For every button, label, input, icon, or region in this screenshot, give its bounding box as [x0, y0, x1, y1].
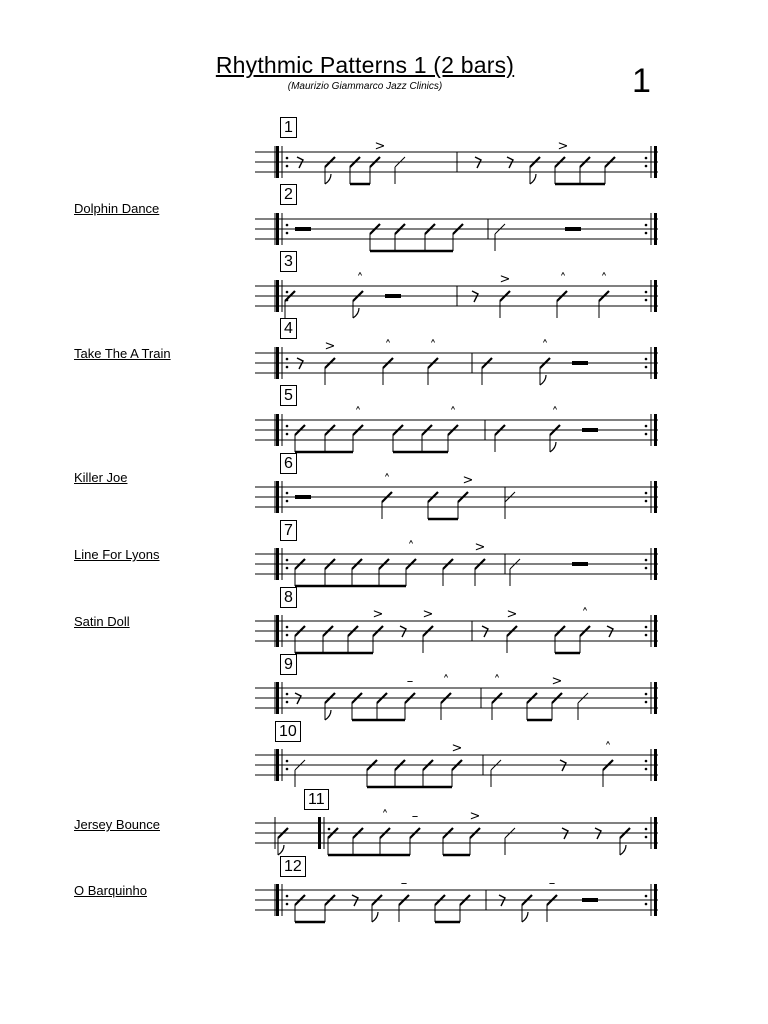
- accent-mark: >: [474, 540, 486, 555]
- song-label-jersey-bounce: Jersey Bounce: [74, 817, 160, 832]
- pattern-number-box: 1: [280, 117, 297, 138]
- repeat-dot: [645, 626, 648, 629]
- note-flag: [550, 442, 556, 452]
- accent-mark: ˄: [600, 272, 608, 287]
- repeat-end-thick-bar: [654, 682, 657, 714]
- half-rest: [385, 294, 401, 298]
- repeat-dot: [286, 559, 289, 562]
- repeat-dot: [645, 291, 648, 294]
- repeat-dot: [645, 165, 648, 168]
- accent-mark: >: [462, 473, 474, 488]
- repeat-dot: [645, 634, 648, 637]
- accent-mark: >: [499, 272, 511, 287]
- repeat-dot: [286, 634, 289, 637]
- repeat-dot: [286, 903, 289, 906]
- repeat-dot: [286, 291, 289, 294]
- accent-mark: ˄: [541, 339, 549, 354]
- accent-mark: –: [400, 876, 408, 891]
- song-label-o-barquinho: O Barquinho: [74, 883, 147, 898]
- repeat-dot: [645, 559, 648, 562]
- accent-mark: ˄: [429, 339, 437, 354]
- repeat-start-thick-bar: [276, 481, 279, 513]
- repeat-dot: [645, 760, 648, 763]
- note-flag: [353, 308, 359, 318]
- repeat-dot: [286, 567, 289, 570]
- note-flag: [540, 375, 546, 385]
- repeat-start-thick-bar: [276, 682, 279, 714]
- half-rest: [565, 227, 581, 231]
- repeat-end-thick-bar: [654, 146, 657, 178]
- song-label-take-the-a-train: Take The A Train: [74, 346, 171, 361]
- pattern-number-box: 3: [280, 251, 297, 272]
- repeat-dot: [645, 500, 648, 503]
- repeat-start-thick-bar: [276, 615, 279, 647]
- repeat-dot: [645, 768, 648, 771]
- repeat-end-thick-bar: [654, 280, 657, 312]
- note-flag: [522, 912, 528, 922]
- repeat-start-thick-bar: [276, 414, 279, 446]
- accent-mark: ˄: [384, 339, 392, 354]
- repeat-dot: [645, 358, 648, 361]
- repeat-dot: [645, 836, 648, 839]
- song-label-killer-joe: Killer Joe: [74, 470, 128, 485]
- page-number: 1: [632, 62, 651, 100]
- accent-mark: >: [451, 741, 463, 756]
- repeat-dot: [645, 232, 648, 235]
- repeat-start-thick-bar: [276, 548, 279, 580]
- note-flag: [278, 845, 284, 855]
- repeat-dot: [286, 760, 289, 763]
- repeat-end-thick-bar: [654, 548, 657, 580]
- pattern-number-box: 5: [280, 385, 297, 406]
- repeat-dot: [645, 492, 648, 495]
- pattern-number-box: 6: [280, 453, 297, 474]
- half-rest: [572, 562, 588, 566]
- page-subtitle: (Maurizio Giammarco Jazz Clinics): [287, 81, 443, 92]
- repeat-dot: [286, 358, 289, 361]
- half-rest: [572, 361, 588, 365]
- repeat-dot: [645, 299, 648, 302]
- pattern-number-box: 11: [304, 789, 329, 810]
- accent-mark: >: [551, 674, 563, 689]
- half-rest: [582, 428, 598, 432]
- repeat-dot: [645, 425, 648, 428]
- repeat-dot: [286, 157, 289, 160]
- accent-mark: >: [422, 607, 434, 622]
- repeat-start-thick-bar: [276, 749, 279, 781]
- repeat-dot: [645, 224, 648, 227]
- note-flag: [325, 174, 331, 184]
- accent-mark: ˄: [559, 272, 567, 287]
- repeat-dot: [286, 895, 289, 898]
- note-flag: [372, 912, 378, 922]
- note-flag: [530, 174, 536, 184]
- repeat-dot: [286, 433, 289, 436]
- repeat-end-thick-bar: [654, 213, 657, 245]
- song-label-dolphin-dance: Dolphin Dance: [74, 201, 160, 216]
- repeat-dot: [645, 157, 648, 160]
- accent-mark: >: [372, 607, 384, 622]
- repeat-end-thick-bar: [654, 884, 657, 916]
- repeat-end-thick-bar: [654, 749, 657, 781]
- pattern-number-box: 10: [275, 721, 301, 742]
- note-flag: [325, 710, 331, 720]
- repeat-dot: [645, 433, 648, 436]
- pattern-number-box: 9: [280, 654, 297, 675]
- repeat-dot: [286, 224, 289, 227]
- repeat-end-thick-bar: [654, 347, 657, 379]
- repeat-start-thick-bar: [276, 213, 279, 245]
- repeat-dot: [286, 626, 289, 629]
- repeat-start-thick-bar: [276, 146, 279, 178]
- repeat-end-thick-bar: [654, 414, 657, 446]
- accent-mark: ˄: [493, 674, 501, 689]
- accent-mark: ˄: [383, 473, 391, 488]
- repeat-dot: [286, 232, 289, 235]
- pattern-number-box: 7: [280, 520, 297, 541]
- half-rest: [582, 898, 598, 902]
- repeat-dot: [645, 693, 648, 696]
- accent-mark: ˄: [551, 406, 559, 421]
- pattern-number-box: 12: [280, 856, 306, 877]
- repeat-dot: [286, 768, 289, 771]
- accent-mark: –: [406, 674, 414, 689]
- repeat-dot: [286, 701, 289, 704]
- note-flag: [620, 845, 626, 855]
- repeat-dot: [645, 567, 648, 570]
- accent-mark: >: [324, 339, 336, 354]
- repeat-end-thick-bar: [654, 817, 657, 849]
- accent-mark: >: [557, 139, 569, 154]
- repeat-dot: [645, 903, 648, 906]
- accent-mark: ˄: [442, 674, 450, 689]
- accent-mark: >: [374, 139, 386, 154]
- repeat-start-thick-bar: [276, 884, 279, 916]
- repeat-dot: [645, 701, 648, 704]
- accent-mark: ˄: [356, 272, 364, 287]
- repeat-end-thick-bar: [654, 481, 657, 513]
- accent-mark: ˄: [381, 809, 389, 824]
- accent-mark: ˄: [407, 540, 415, 555]
- repeat-dot: [286, 425, 289, 428]
- repeat-dot: [328, 828, 331, 831]
- pattern-number-box: 4: [280, 318, 297, 339]
- song-label-line-for-lyons: Line For Lyons: [74, 547, 160, 562]
- accent-mark: ˄: [604, 741, 612, 756]
- page-title: Rhythmic Patterns 1 (2 bars): [215, 52, 515, 78]
- accent-mark: >: [469, 809, 481, 824]
- repeat-end-thick-bar: [654, 615, 657, 647]
- song-label-satin-doll: Satin Doll: [74, 614, 130, 629]
- half-rest: [295, 495, 311, 499]
- accent-mark: ˄: [354, 406, 362, 421]
- accent-mark: ˄: [581, 607, 589, 622]
- pattern-number-box: 8: [280, 587, 297, 608]
- repeat-dot: [286, 165, 289, 168]
- accent-mark: –: [411, 809, 419, 824]
- repeat-start-thick-bar: [318, 817, 321, 849]
- repeat-dot: [645, 828, 648, 831]
- repeat-dot: [286, 366, 289, 369]
- repeat-start-thick-bar: [276, 280, 279, 312]
- repeat-start-thick-bar: [276, 347, 279, 379]
- repeat-dot: [645, 366, 648, 369]
- accent-mark: ˄: [449, 406, 457, 421]
- repeat-dot: [286, 500, 289, 503]
- accent-mark: –: [548, 876, 556, 891]
- repeat-dot: [286, 492, 289, 495]
- pattern-number-box: 2: [280, 184, 297, 205]
- half-rest: [295, 227, 311, 231]
- accent-mark: >: [506, 607, 518, 622]
- repeat-dot: [645, 895, 648, 898]
- repeat-dot: [286, 693, 289, 696]
